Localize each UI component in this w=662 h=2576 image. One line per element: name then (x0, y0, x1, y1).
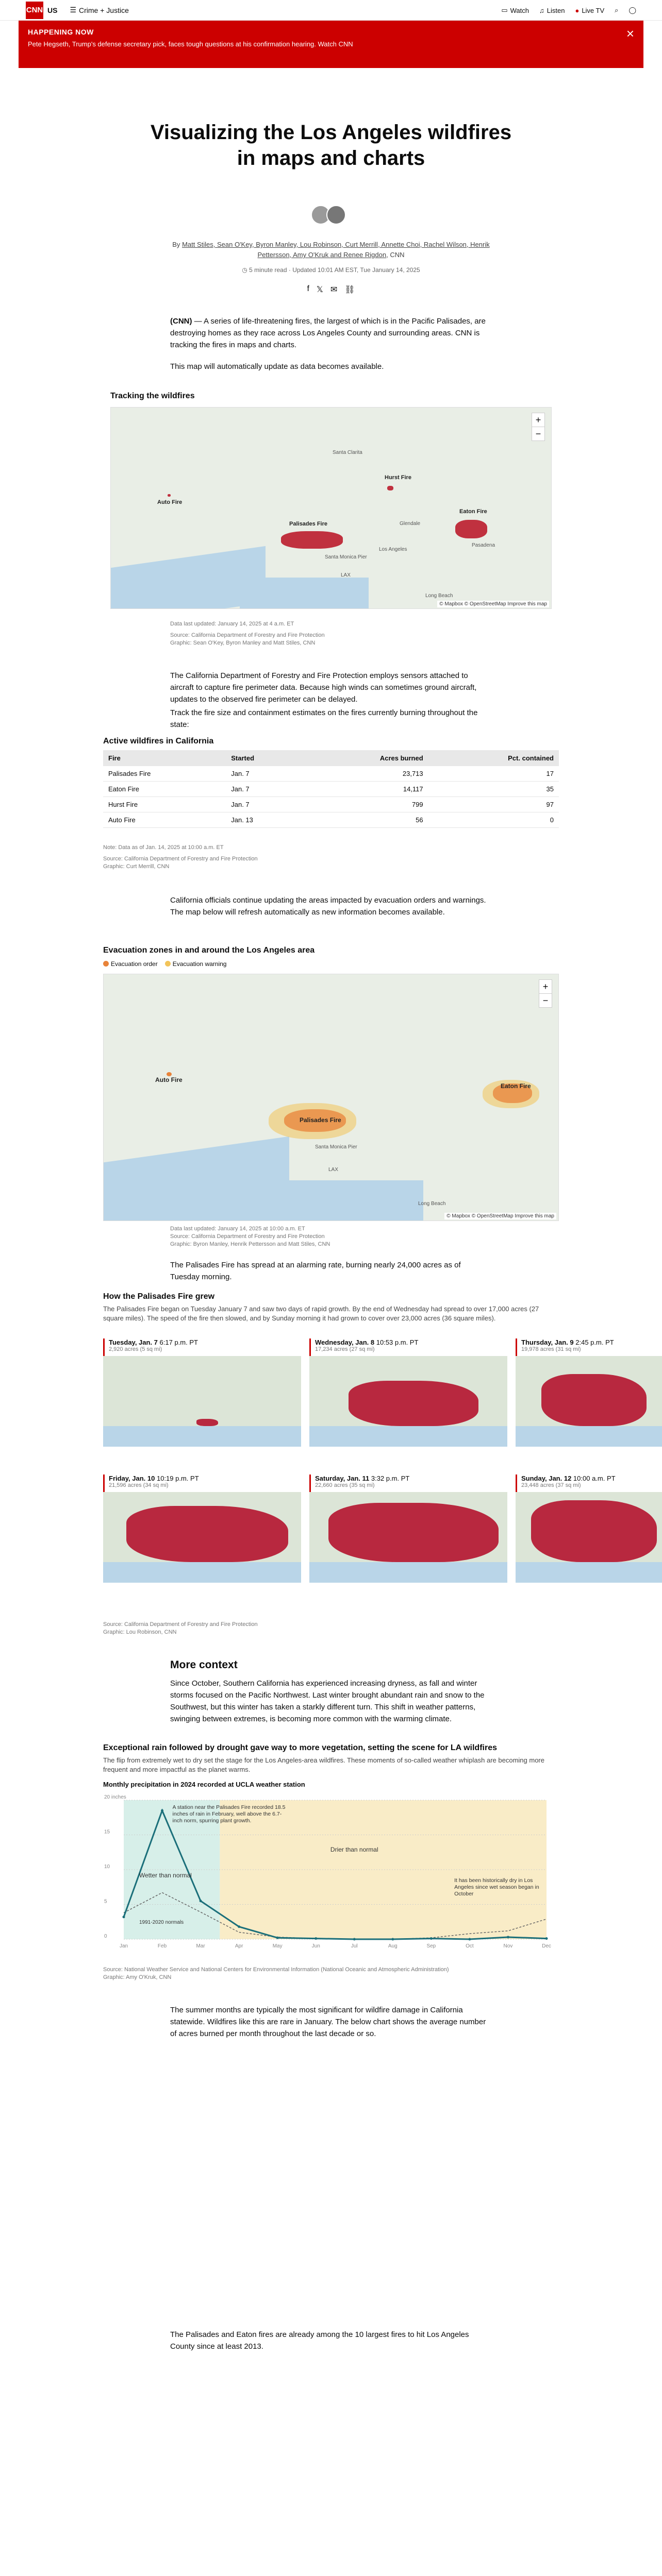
source-note: Source: California Department of Forestry and Fire Protection (103, 856, 258, 862)
x-tick-label: Feb (157, 1943, 167, 1949)
breaking-news-banner[interactable] (19, 21, 643, 68)
legend-label: Evacuation order (111, 960, 158, 968)
map-label: Santa Clarita (333, 450, 362, 455)
section-description: The Palisades Fire began on Tuesday January 7 and saw two days of rapid growth. By the end of Wednesday had spread to over 17,000 acres (27 square miles). The speed of the fire then slowed, and by Sunday morning it had grown to cover over 23,000 acres (36 square miles). (103, 1305, 539, 1322)
fire-perimeter (349, 1381, 478, 1426)
search-icon[interactable]: ⌕ (615, 6, 619, 14)
tile-caption (516, 1475, 662, 1492)
zoom-out-button[interactable]: − (539, 993, 552, 1007)
top-nav (0, 0, 662, 21)
graphic-credit: Graphic: Byron Manley, Henrik Pettersson and Matt Stiles, CNN (170, 1241, 330, 1247)
close-icon[interactable]: × (626, 26, 634, 41)
x-tick-label: Apr (235, 1943, 243, 1949)
growth-tile (309, 1475, 507, 1583)
cnn-logo[interactable]: CNN (26, 2, 43, 19)
growth-tile (103, 1475, 301, 1583)
intro-text: — A series of life-threatening fires, the largest of which is in the Pacific Palisades, are destroying homes as they race across Los Angeles County and surrounding areas. CNN is tracking the fires in maps and charts. (170, 317, 486, 349)
x-tick-label: Jan (119, 1943, 128, 1949)
share-bar (0, 284, 662, 295)
tile-day: Friday, Jan. 10 (109, 1475, 155, 1482)
fire-extent-map (516, 1356, 662, 1447)
acres: 56 (304, 812, 428, 828)
watch-link[interactable] (501, 6, 529, 14)
tile-acres: 17,234 acres (27 sq mi) (315, 1346, 375, 1352)
data-point (238, 1925, 240, 1928)
fire-extent-map (309, 1356, 507, 1447)
hamburger-icon: ☰ (70, 6, 77, 14)
fire-name: Hurst Fire (103, 797, 226, 812)
intro-paragraph (170, 315, 492, 351)
contained: 97 (428, 797, 559, 812)
started: Jan. 7 (226, 797, 304, 812)
data-point (507, 1936, 509, 1938)
tv-icon: ▭ (501, 6, 508, 14)
tile-acres: 2,920 acres (5 sq mi) (109, 1346, 162, 1352)
y-tick-label: 10 (104, 1864, 110, 1870)
tile-caption (103, 1475, 301, 1492)
y-tick-label: 15 (104, 1829, 110, 1835)
tile-day: Sunday, Jan. 12 (521, 1475, 572, 1482)
data-point (353, 1938, 356, 1941)
section-title: How the Palisades Fire grew (103, 1292, 215, 1301)
precip-chart (103, 1790, 559, 1960)
data-note: Data last updated: January 14, 2025 at 10:00 a.m. ET (170, 1226, 305, 1232)
fire-extent-map (103, 1356, 301, 1447)
x-tick-label: Sep (426, 1943, 436, 1949)
paragraph: The Palisades Fire has spread at an alarming rate, burning nearly 24,000 acres as of Tuesday morning. (170, 1261, 461, 1281)
breaking-label: HAPPENING NOW (28, 28, 94, 36)
author-avatar (326, 205, 346, 225)
tile-day: Thursday, Jan. 9 (521, 1338, 574, 1346)
map-label: Pasadena (472, 543, 495, 548)
y-tick-label: 5 (104, 1899, 107, 1905)
paragraph: The summer months are typically the most significant for wildfire damage in California statewide. Wildfires like this are rare in January. The below chart shows the average number of acres burned per month throughout the last decade or so. (170, 2006, 486, 2038)
ocean (240, 578, 369, 609)
map-attribution[interactable]: © Mapbox © OpenStreetMap Improve this map (444, 1213, 556, 1219)
tile-time: 10:53 p.m. PT (376, 1338, 419, 1346)
ocean (103, 1426, 301, 1447)
map-label: Auto Fire (155, 1076, 183, 1083)
column-header[interactable]: Acres burned (304, 750, 428, 766)
listen-label: Listen (547, 6, 565, 14)
source-note: Source: National Weather Service and National Centers for Environmental Information (National Oceanic and Atmospheric Administration) (103, 1967, 449, 1973)
tile-time: 10:00 a.m. PT (573, 1475, 616, 1482)
legend-item (103, 960, 158, 968)
data-point (200, 1900, 202, 1902)
fire-perimeter (126, 1506, 288, 1562)
evacuation-map[interactable] (103, 974, 559, 1221)
facebook-icon[interactable]: f (307, 284, 309, 293)
contained: 17 (428, 766, 559, 782)
map-label: Palisades Fire (289, 521, 327, 527)
started: Jan. 7 (226, 766, 304, 782)
map-label: Palisades Fire (300, 1116, 341, 1124)
dateline: (CNN) (170, 317, 192, 326)
section-title: Tracking the wildfires (110, 392, 195, 400)
data-point (468, 1938, 471, 1941)
tile-acres: 21,596 acres (34 sq mi) (109, 1482, 169, 1488)
tile-day: Tuesday, Jan. 7 (109, 1338, 158, 1346)
map-label: Hurst Fire (385, 474, 411, 481)
wildfire-map[interactable] (110, 407, 552, 609)
map-label: Eaton Fire (501, 1082, 531, 1090)
map-label: Glendale (400, 521, 421, 527)
map-label: Eaton Fire (459, 509, 487, 515)
map-label: LAX (341, 572, 351, 578)
x-tick-label: Aug (388, 1943, 398, 1949)
wet-label: Wetter than normal (139, 1872, 192, 1879)
byline (170, 240, 492, 260)
tile-time: 6:17 p.m. PT (159, 1338, 198, 1346)
fire-name: Eaton Fire (103, 782, 226, 797)
tile-caption (103, 1338, 301, 1356)
growth-tile (103, 1338, 301, 1447)
link-icon[interactable]: ⛓ (344, 285, 355, 294)
x-tick-label: May (272, 1943, 283, 1949)
data-note: Note: Data as of Jan. 14, 2025 at 10:00 a.m. ET (103, 844, 224, 851)
paragraph: Since October, Southern California has experienced increasing dryness, as fall and winter storms focused on the Pacific Northwest. Last winter brought abundant rain and snow to the Southwest, but this winter has taken a starkly different turn. This shift in weather patterns, swinging between extremes, is becoming more common with the warming climate. (170, 1679, 485, 1723)
map-label: Long Beach (425, 593, 453, 599)
live-tv-label: Live TV (582, 6, 605, 14)
data-point (391, 1938, 394, 1941)
table-title: Active wildfires in California (103, 737, 214, 745)
update-note: This map will automatically update as data becomes available. (170, 362, 384, 371)
live-dot-icon: ● (575, 6, 580, 14)
contained: 35 (428, 782, 559, 797)
growth-tile (309, 1338, 507, 1447)
acres: 14,117 (304, 782, 428, 797)
data-point (545, 1937, 548, 1940)
edition-label[interactable]: US (47, 6, 58, 14)
tile-caption (309, 1475, 507, 1492)
fire-extent-map (516, 1492, 662, 1583)
acres: 799 (304, 797, 428, 812)
tile-acres: 22,660 acres (35 sq mi) (315, 1482, 375, 1488)
fire-perimeter (328, 1503, 499, 1562)
byline-prefix: By (172, 241, 180, 248)
hurst-fire-perimeter[interactable] (387, 486, 393, 490)
column-header[interactable]: Fire (103, 750, 226, 766)
data-point (430, 1937, 433, 1940)
ocean (103, 1562, 301, 1583)
tile-acres: 23,448 acres (37 sq mi) (521, 1482, 581, 1488)
map-label: Los Angeles (379, 547, 407, 552)
contained: 0 (428, 812, 559, 828)
february-annotation: A station near the Palisades Fire recorded 18.5 inches of rain in February, well above the 6.7-inch norm, spurring plant growth. (172, 1804, 286, 1824)
fire-perimeter (541, 1374, 647, 1426)
data-note: Data last updated: January 14, 2025 at 4 a.m. ET (170, 621, 294, 627)
tile-day: Saturday, Jan. 11 (315, 1475, 370, 1482)
ocean (516, 1426, 662, 1447)
map-label: Long Beach (418, 1201, 446, 1207)
zoom-controls (532, 413, 545, 441)
x-tick-label: Mar (196, 1943, 205, 1949)
ocean (309, 1426, 507, 1447)
map-legend (103, 960, 226, 968)
timestamp: Updated 10:01 AM EST, Tue January 14, 2025 (292, 266, 420, 274)
x-tick-label: Dec (542, 1943, 551, 1949)
section-title: More context (170, 1659, 238, 1671)
ocean (516, 1562, 662, 1583)
data-point (123, 1916, 125, 1918)
started: Jan. 7 (226, 782, 304, 797)
breaking-text[interactable]: Pete Hegseth, Trump's defense secretary pick, faces tough questions at his confirmation hearing. Watch CNN (28, 40, 353, 48)
tile-caption (516, 1338, 662, 1356)
column-header[interactable]: Pct. contained (428, 750, 559, 766)
paragraph: Track the fire size and containment estimates on the fires currently burning throughout the state: (170, 708, 478, 729)
fire-perimeter (196, 1419, 218, 1426)
column-header[interactable]: Started (226, 750, 304, 766)
zoom-in-button[interactable]: + (542, 981, 549, 992)
y-tick-label: 0 (104, 1934, 107, 1939)
x-tick-label: Jun (311, 1943, 320, 1949)
graphic-credit: Graphic: Sean O'Key, Byron Manley and Matt Stiles, CNN (170, 640, 316, 646)
tile-time: 10:19 p.m. PT (156, 1475, 199, 1482)
article-meta: ◷ 5 minute read · Updated 10:01 AM EST, Tue January 14, 2025 (242, 266, 420, 274)
clock-icon: ◷ (242, 266, 247, 274)
ocean (258, 1180, 423, 1221)
zoom-controls (539, 979, 552, 1008)
october-annotation: It has been historically dry in Los Angeles since wet season began in October (454, 1877, 539, 1897)
watch-label: Watch (510, 6, 529, 14)
account-icon[interactable]: ◯ (628, 6, 636, 14)
fire-name: Palisades Fire (103, 766, 226, 782)
paragraph: California officials continue updating the areas impacted by evacuation orders and warnings. The map below will refresh automatically as new information becomes available. (170, 896, 486, 917)
x-tick-label: Jul (351, 1943, 358, 1949)
tile-time: 2:45 p.m. PT (575, 1338, 614, 1346)
map-label: Santa Monica Pier (315, 1144, 357, 1150)
chart-subtitle: Monthly precipitation in 2024 recorded at UCLA weather station (103, 1781, 305, 1788)
y-tick-label: 20 inches (104, 1794, 126, 1800)
paragraph: The California Department of Forestry and Fire Protection employs sensors attached to aircraft to capture fire perimeter data. Because high winds can sometimes ground aircraft, updates to the observed fire perimeter can be delayed. (170, 671, 477, 704)
eaton-fire-perimeter[interactable] (455, 520, 487, 538)
section-title: Evacuation zones in and around the Los Angeles area (103, 946, 315, 955)
warning-swatch (165, 961, 171, 967)
graphic-credit: Graphic: Amy O'Kruk, CNN (103, 1974, 172, 1980)
read-time: 5 minute read (249, 266, 287, 274)
live-tv-link[interactable] (575, 7, 604, 14)
fire-extent-map (103, 1492, 301, 1583)
table-row (103, 812, 559, 828)
normals-label: 1991-2020 normals (139, 1920, 184, 1925)
source-note: Source: California Department of Forestry and Fire Protection (170, 1233, 325, 1240)
graphic-credit: Graphic: Curt Merrill, CNN (103, 863, 170, 870)
order-swatch (103, 961, 109, 967)
table-row (103, 766, 559, 782)
source-note: Source: California Department of Forestry and Fire Protection (170, 632, 325, 638)
tile-day: Wednesday, Jan. 8 (315, 1338, 375, 1346)
ocean (309, 1562, 507, 1583)
growth-tile (516, 1338, 662, 1447)
section-menu[interactable] (70, 6, 128, 14)
paragraph: The Palisades and Eaton fires are already among the 10 largest fires to hit Los Angeles County since at least 2013. (170, 2330, 469, 2351)
x-tick-label: Nov (503, 1943, 513, 1949)
table-row (103, 797, 559, 812)
data-point (161, 1809, 163, 1812)
table-row (103, 782, 559, 797)
headphones-icon: ♫ (539, 6, 544, 14)
order-zone[interactable] (167, 1072, 172, 1076)
map-label: LAX (328, 1167, 338, 1173)
x-icon[interactable]: 𝕏 (316, 285, 323, 294)
x-tick-label: Oct (466, 1943, 474, 1949)
listen-link[interactable] (539, 7, 565, 14)
byline-authors[interactable]: Matt Stiles, Sean O'Key, Byron Manley, Lou Robinson, Curt Merrill, Annette Choi, Rachel Wilson, Henrik Pettersson, Amy O'Kruk and Renee Rigdon (182, 241, 490, 259)
email-icon[interactable]: ✉ (330, 285, 338, 294)
growth-tile (516, 1475, 662, 1583)
section-label: Crime + Justice (79, 6, 129, 14)
tile-caption (309, 1338, 507, 1356)
legend-item (165, 960, 227, 968)
data-point (276, 1937, 279, 1939)
page-title (0, 120, 662, 171)
graphic-credit: Graphic: Lou Robinson, CNN (103, 1629, 177, 1635)
fire-perimeter (531, 1500, 657, 1562)
palisades-fire-perimeter[interactable] (281, 531, 343, 549)
byline-suffix: , CNN (386, 251, 405, 259)
fire-name: Auto Fire (103, 812, 226, 828)
zoom-in-button[interactable]: + (535, 415, 541, 425)
chart-title: Exceptional rain followed by drought gave way to more vegetation, setting the scene for LA wildfires (103, 1743, 497, 1752)
map-attribution[interactable]: © Mapbox © OpenStreetMap Improve this map (437, 601, 549, 607)
tile-time: 3:32 p.m. PT (371, 1475, 410, 1482)
started: Jan. 13 (226, 812, 304, 828)
acres: 23,713 (304, 766, 428, 782)
map-label: Auto Fire (157, 499, 183, 505)
legend-label: Evacuation warning (172, 960, 227, 968)
dry-label: Drier than normal (330, 1846, 378, 1853)
fire-extent-map (309, 1492, 507, 1583)
tile-acres: 19,978 acres (31 sq mi) (521, 1346, 581, 1352)
map-label: Santa Monica Pier (325, 554, 367, 560)
active-fires-table (103, 750, 559, 828)
data-point (315, 1937, 317, 1940)
source-note: Source: California Department of Forestry and Fire Protection (103, 1621, 258, 1628)
zoom-out-button[interactable]: − (532, 427, 544, 440)
auto-fire-perimeter[interactable] (168, 494, 171, 497)
headline-text: Visualizing the Los Angeles wildfires in maps and charts (150, 121, 512, 170)
chart-description: The flip from extremely wet to dry set the stage for the Los Angeles-area wildfires. These moments of so-called weather whiplash are becoming more frequent and more impactful as the planet warms. (103, 1756, 544, 1773)
